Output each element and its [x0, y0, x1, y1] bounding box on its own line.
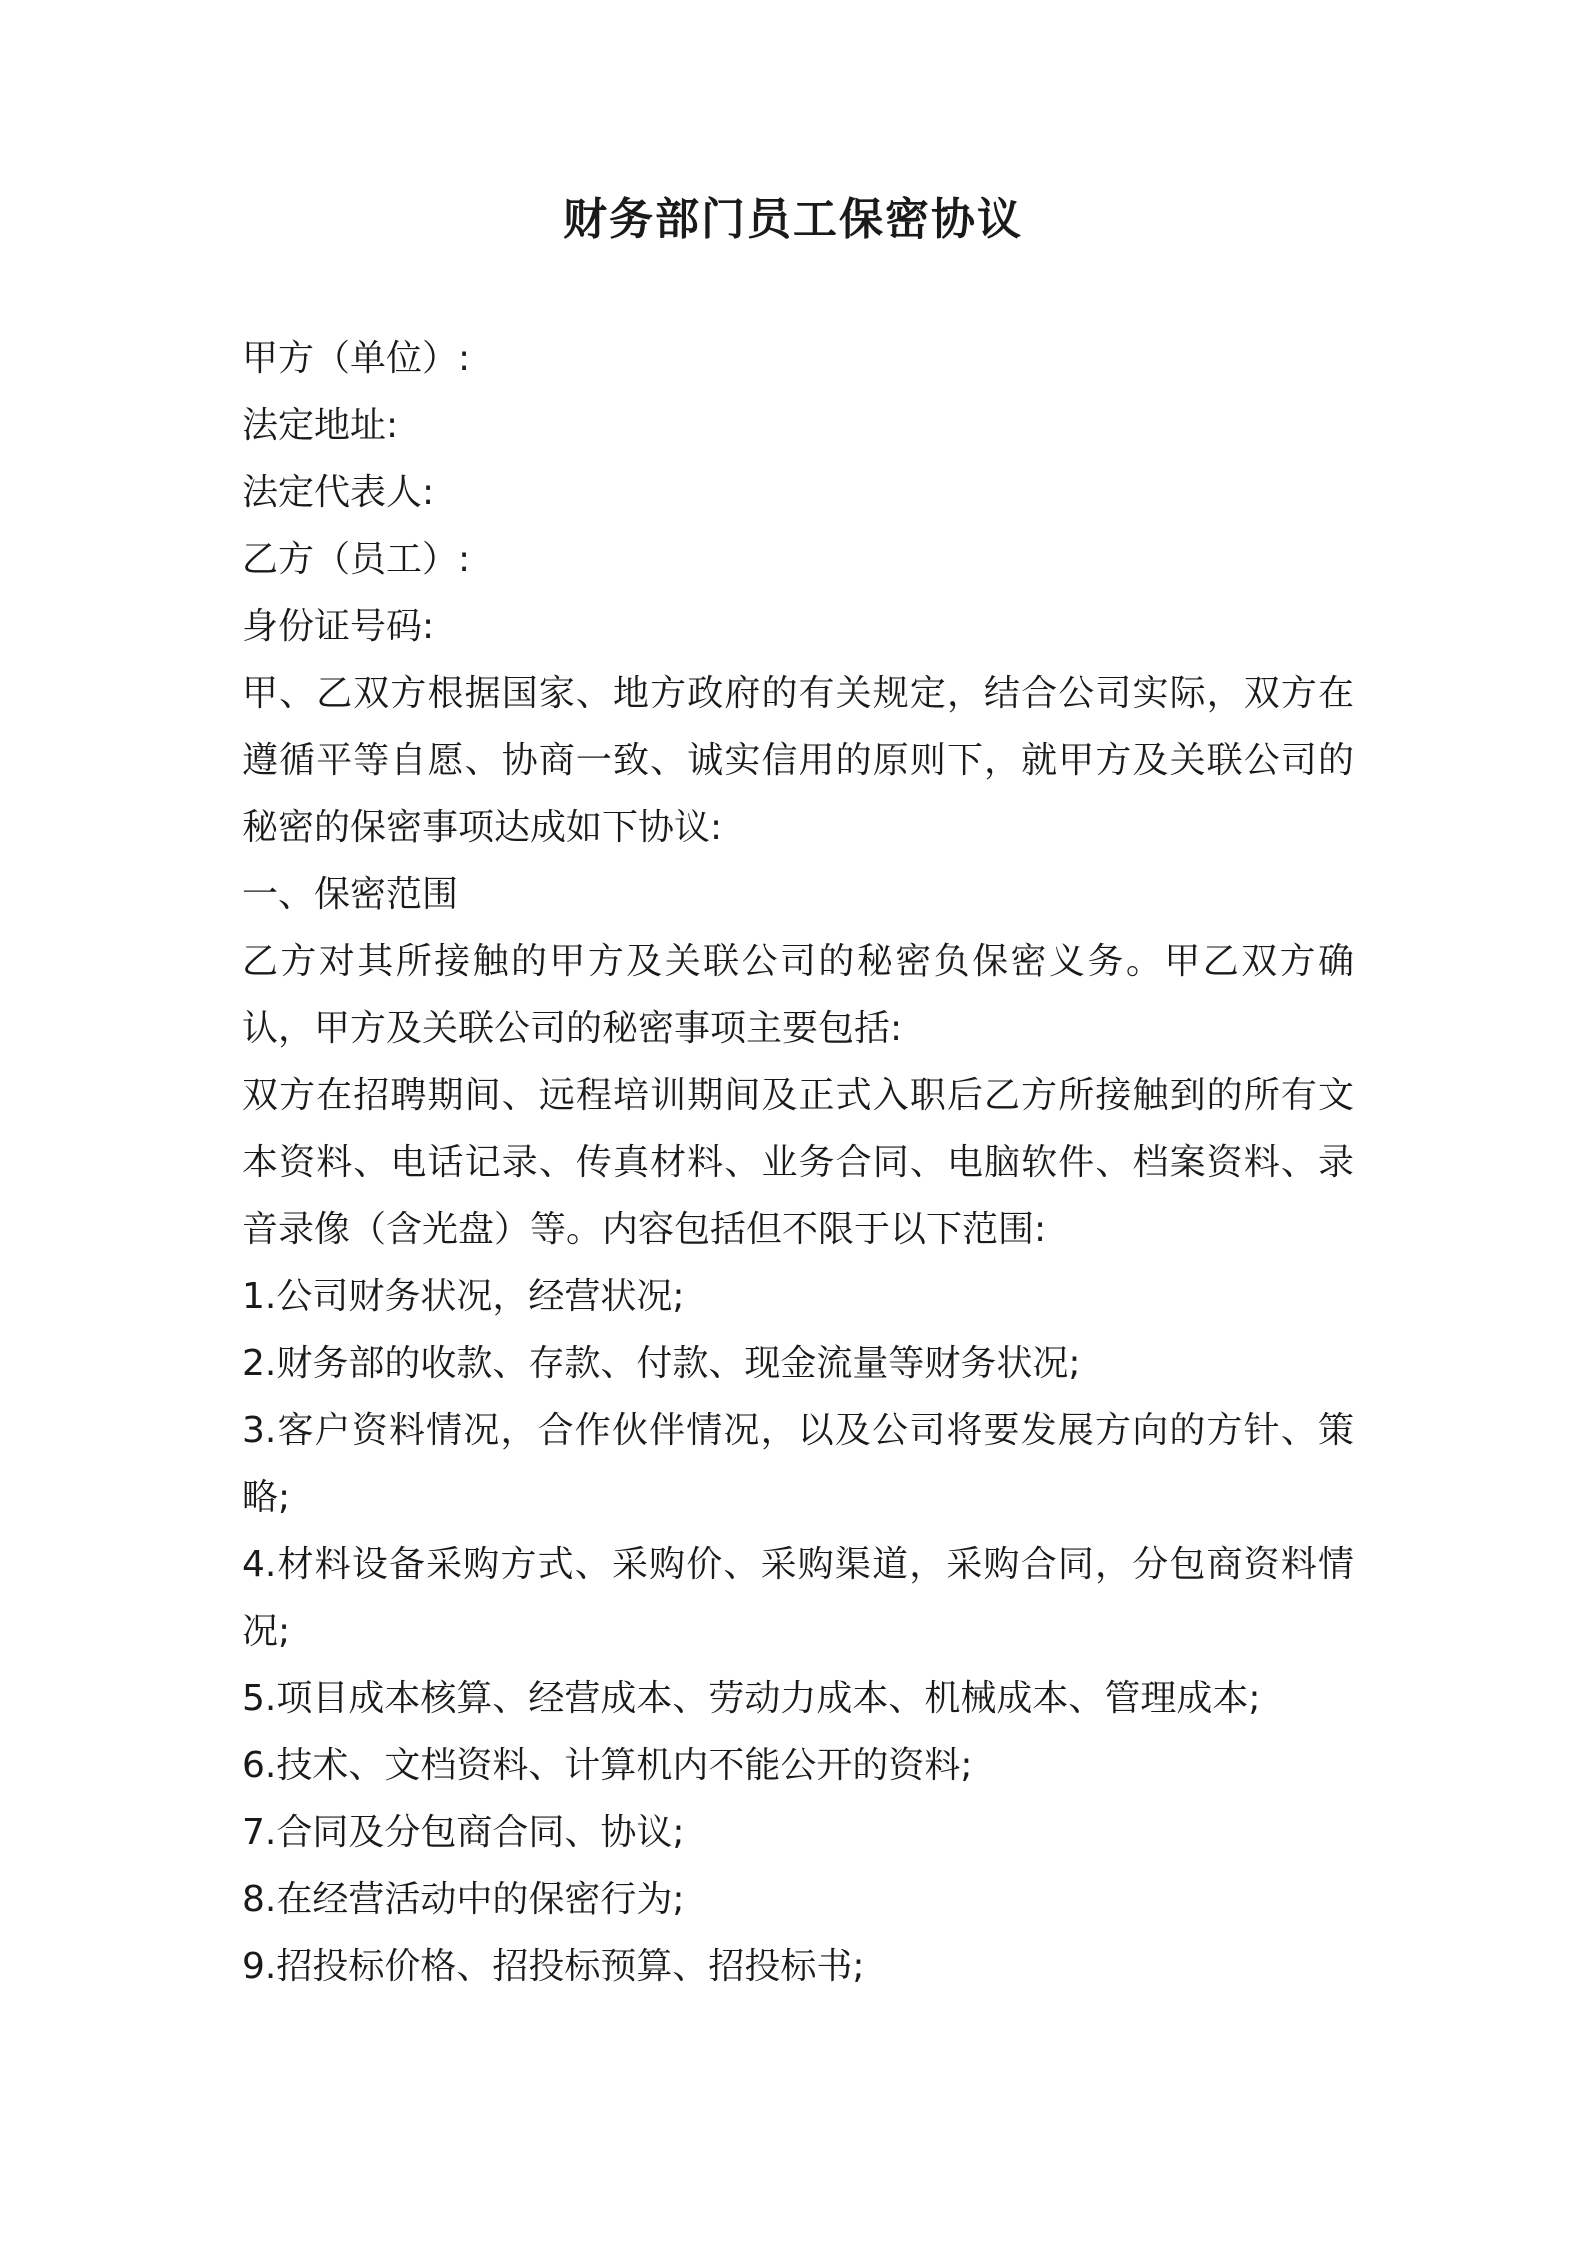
id-number-line: 身份证号码: — [242, 606, 435, 647]
list-item: 4.材料设备采购方式、采购价、采购渠道，采购合同，分包商资料情 — [242, 1544, 1354, 1585]
preamble-line: 秘密的保密事项达成如下协议: — [242, 807, 723, 848]
list-item: 2.财务部的收款、存款、付款、现金流量等财务状况; — [242, 1343, 1081, 1384]
document-body — [242, 325, 1354, 2000]
paragraph-line: 双方在招聘期间、远程培训期间及正式入职后乙方所接触到的所有文 — [242, 1075, 1354, 1116]
paragraph-line: 本资料、电话记录、传真材料、业务合同、电脑软件、档案资料、录 — [242, 1142, 1354, 1183]
paragraph-line: 乙方对其所接触的甲方及关联公司的秘密负保密义务。甲乙双方确 — [242, 941, 1354, 982]
list-item: 7.合同及分包商合同、协议; — [242, 1812, 685, 1853]
list-item: 3.客户资料情况，合作伙伴情况，以及公司将要发展方向的方针、策 — [242, 1410, 1354, 1451]
list-item-continuation: 况; — [242, 1611, 291, 1652]
preamble-line: 遵循平等自愿、协商一致、诚实信用的原则下，就甲方及关联公司的 — [242, 740, 1354, 781]
list-item-continuation: 略; — [242, 1477, 291, 1518]
list-item: 9.招投标价格、招投标预算、招投标书; — [242, 1946, 865, 1987]
party-b-line: 乙方（员工）: — [242, 539, 471, 580]
section-heading: 一、保密范围 — [242, 874, 459, 915]
paragraph-line: 认，甲方及关联公司的秘密事项主要包括: — [242, 1008, 903, 1049]
list-item: 8.在经营活动中的保密行为; — [242, 1879, 685, 1920]
list-item: 1.公司财务状况，经营状况; — [242, 1276, 685, 1317]
preamble-line: 甲、乙双方根据国家、地方政府的有关规定，结合公司实际，双方在 — [242, 673, 1354, 714]
document-title: 财务部门员工保密协议 — [563, 194, 1023, 245]
list-item: 6.技术、文档资料、计算机内不能公开的资料; — [242, 1745, 973, 1786]
legal-address-line: 法定地址: — [242, 405, 399, 446]
paragraph-line: 音录像（含光盘）等。内容包括但不限于以下范围: — [242, 1209, 1047, 1250]
legal-representative-line: 法定代表人: — [242, 472, 435, 513]
party-a-line: 甲方（单位）: — [242, 338, 471, 379]
list-item: 5.项目成本核算、经营成本、劳动力成本、机械成本、管理成本; — [242, 1678, 1261, 1719]
